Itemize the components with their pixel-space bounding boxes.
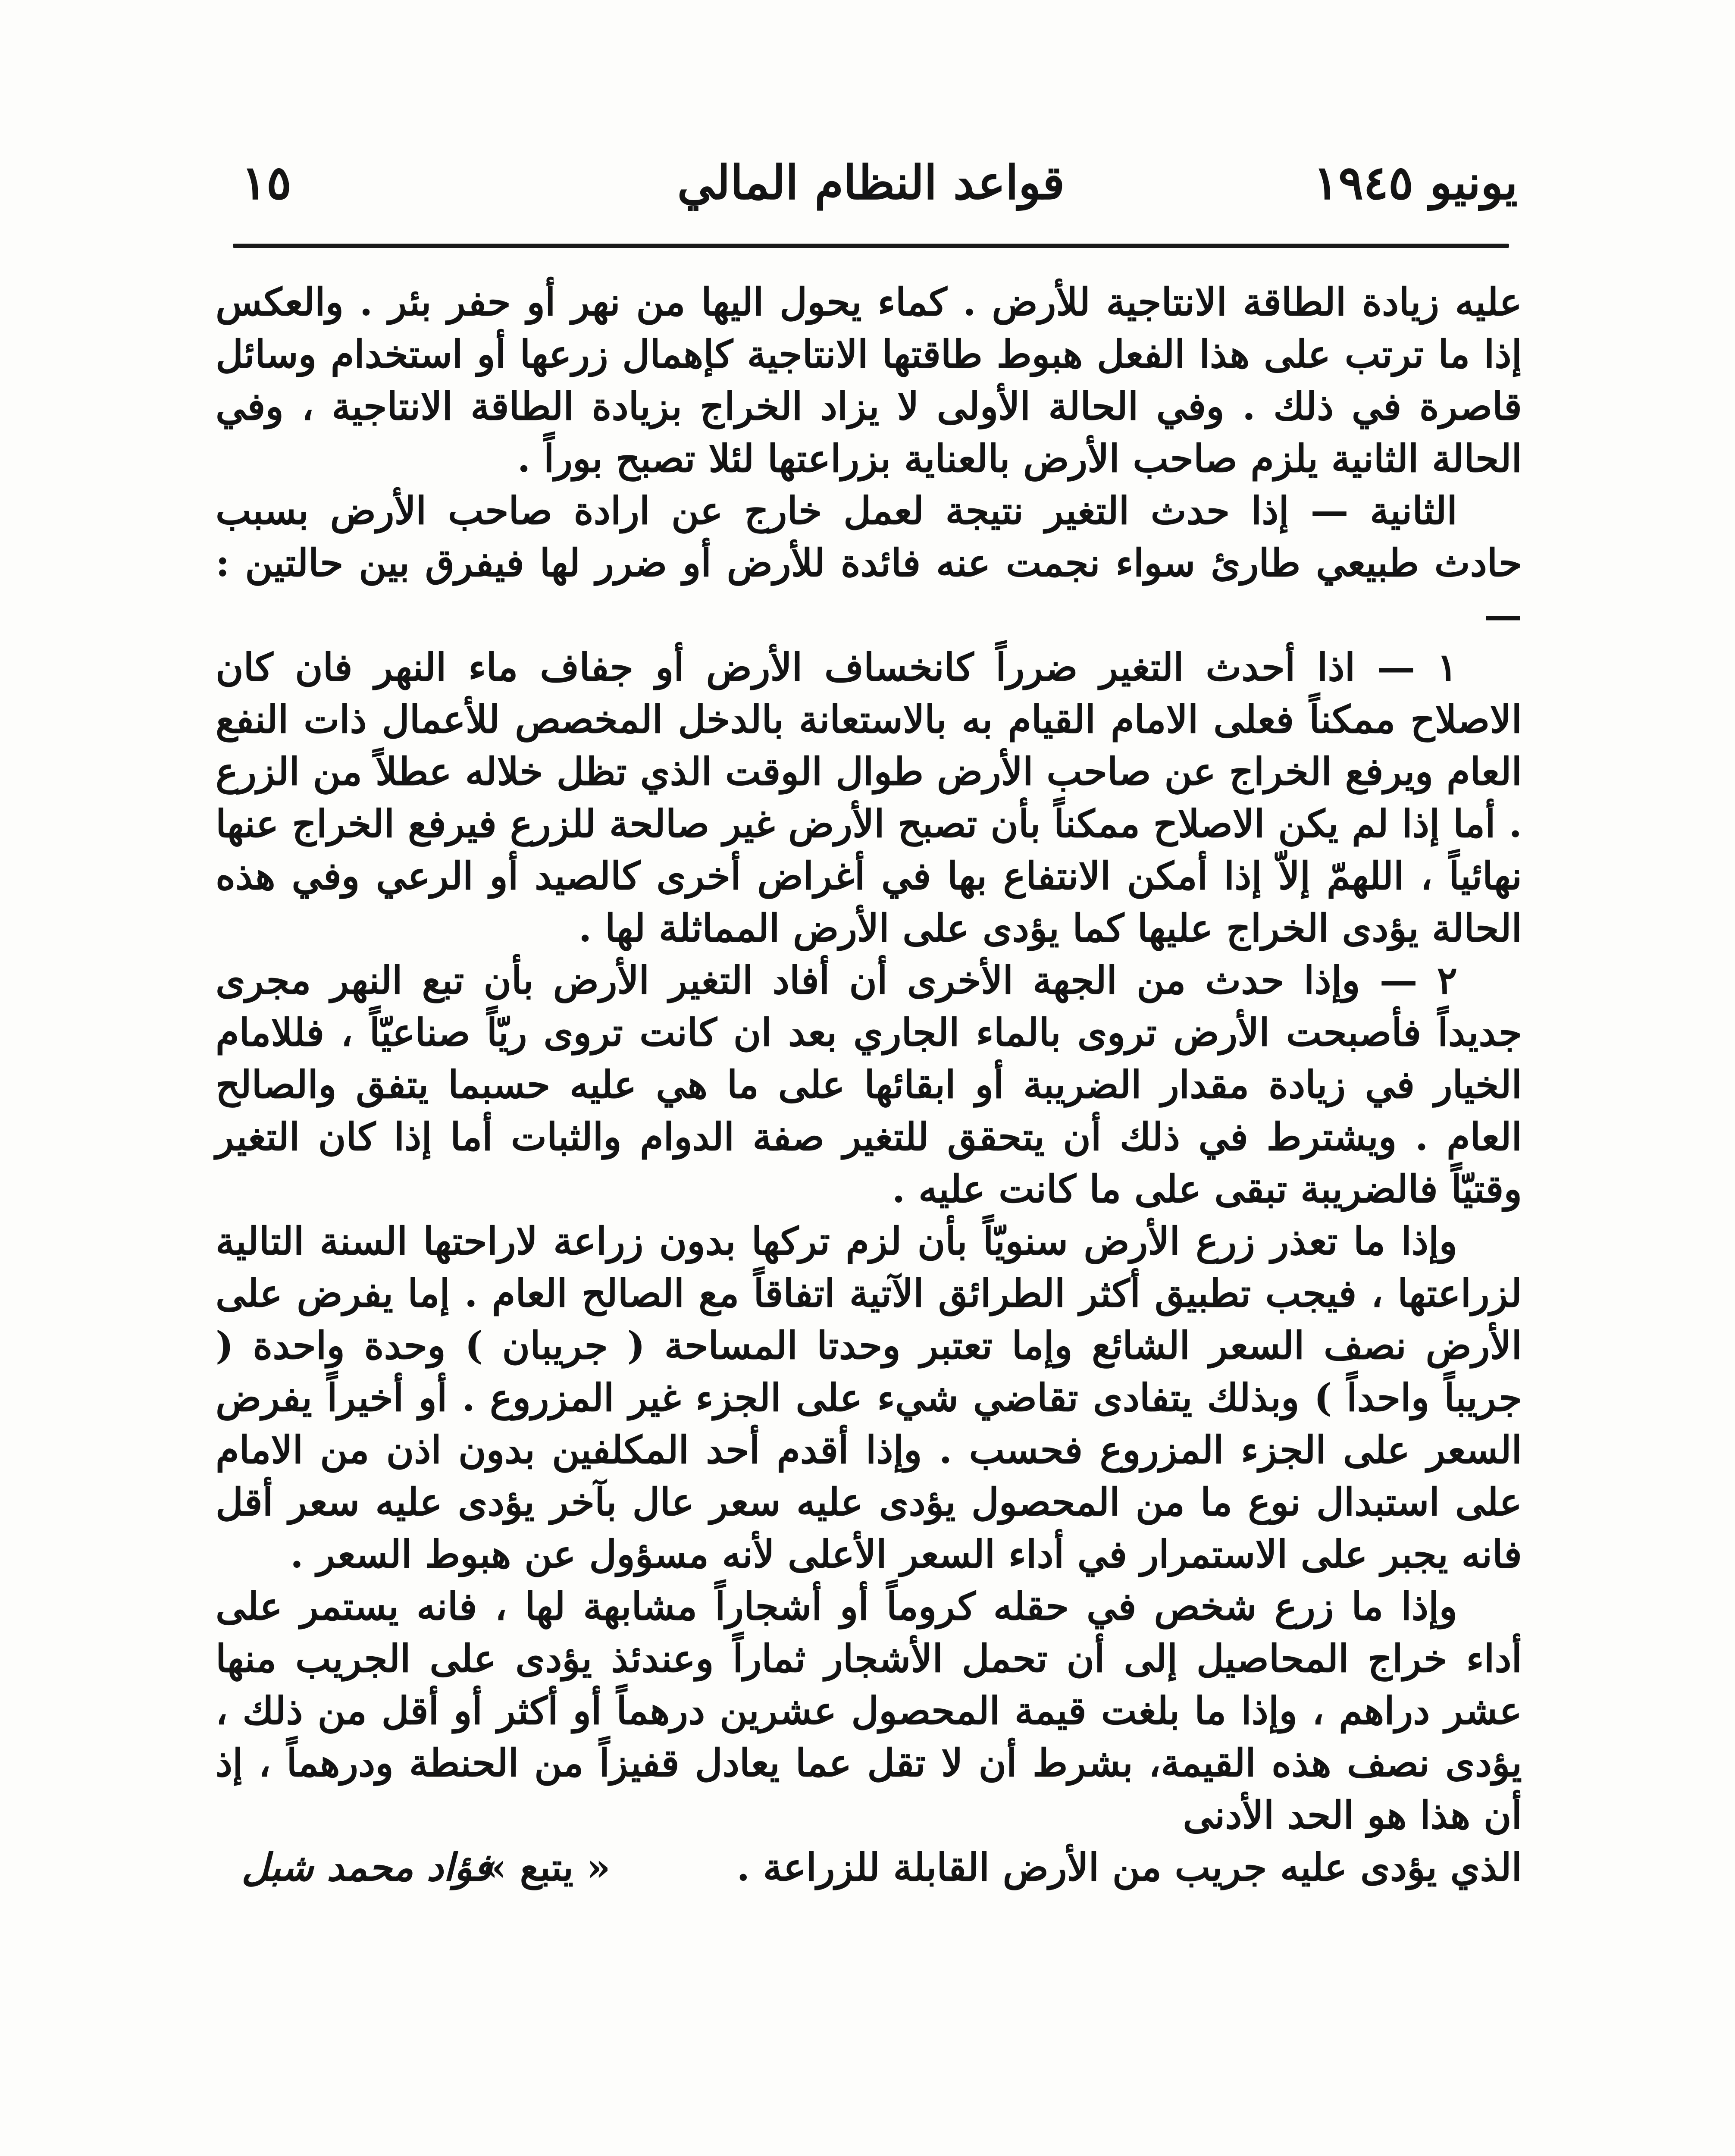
author-signature: فؤاد محمد شبل [241,1845,492,1890]
paragraph: ١ — اذا أحدث التغير ضرراً كانخساف الأرض أو جفاف ماء النهر فان كان الاصلاح ممكناً فعلى الامام القيام به بالاستعانة بالدخل المخصص للأعمال ذات النفع العام ويرفع الخراج عن صاحب الأرض طوال الوقت الذي تظل خلاله عطلاً من الزرع . أما إذا لم يكن الاصلاح ممكناً بأن تصبح الأرض غير صالحة للزرع فيرفع الخراج عنها نهائياً ، اللهمّ إلاّ إذا أمكن الانتفاع بها في أغراض أخرى كالصيد أو الرعي وفي هذه الحالة يؤدى الخراج عليها كما يؤدى على الأرض المماثلة لها . [216,645,1522,950]
article-body [216,276,1522,1893]
header-title: قواعد النظام المالي [677,156,1065,210]
header-date: يونيو ١٩٤٥ [1313,156,1518,210]
paragraph: ٢ — وإذا حدث من الجهة الأخرى أن أفاد التغير الأرض بأن تبع النهر مجرى جديداً فأصبحت الأرض تروى بالماء الجاري بعد ان كانت تروى ريّاً صناعيّاً ، فللامام الخيار في زيادة مقدار الضريبة أو ابقائها على ما هي عليه حسبما يتفق والصالح العام . ويشترط في ذلك أن يتحقق للتغير صفة الدوام والثبات أما إذا كان التغير وقتيّاً فالضريبة تبقى على ما كانت عليه . [216,958,1522,1211]
closing-line [216,1841,1522,1893]
page-number: ١٥ [241,156,292,210]
continued-marker: « يتبع » [483,1845,611,1890]
paragraph: وإذا ما تعذر زرع الأرض سنويّاً بأن لزم تركها بدون زراعة لاراحتها السنة التالية لزراعتها ، فيجب تطبيق أكثر الطرائق الآتية اتفاقاً مع الصالح العام . إما يفرض على الأرض نصف السعر الشائع وإما تعتبر وحدتا المساحة ( جريبان ) وحدة واحدة ( جريباً واحداً ) وبذلك يتفادى تقاضي شيء على الجزء غير المزروع . أو أخيراً يفرض السعر على الجزء المزروع فحسب . وإذا أقدم أحد المكلفين بدون اذن من الامام على استبدال نوع ما من المحصول يؤدى عليه سعر عال بآخر يؤدى عليه سعر أقل فانه يجبر على الاستمرار في أداء السعر الأعلى لأنه مسؤول عن هبوط السعر . [216,1219,1522,1576]
header-rule [233,244,1509,248]
closing-text: الذي يؤدى عليه جريب من الأرض القابلة للزراعة . [736,1845,1522,1890]
paragraph: الثانية — إذا حدث التغير نتيجة لعمل خارج عن ارادة صاحب الأرض بسبب حادث طبيعي طارئ سواء نجمت عنه فائدة للأرض أو ضرر لها فيفرق بين حالتين : — [216,488,1522,637]
paragraph: وإذا ما زرع شخص في حقله كروماً أو أشجاراً مشابهة لها ، فانه يستمر على أداء خراج المحاصيل إلى أن تحمل الأشجار ثماراً وعندئذ يؤدى على الجريب منها عشر دراهم ، وإذا ما بلغت قيمة المحصول عشرين درهماً أو أكثر أو أقل من ذلك ، يؤدى نصف هذه القيمة، بشرط أن لا تقل عما يعادل قفيزاً من الحنطة ودرهماً ، إذ أن هذا هو الحد الأدنى [216,1584,1522,1837]
paragraph: عليه زيادة الطاقة الانتاجية للأرض . كماء يحول اليها من نهر أو حفر بئر . والعكس إذا ما ترتب على هذا الفعل هبوط طاقتها الانتاجية كإهمال زرعها أو استخدام وسائل قاصرة في ذلك . وفي الحالة الأولى لا يزاد الخراج بزيادة الطاقة الانتاجية ، وفي الحالة الثانية يلزم صاحب الأرض بالعناية بزراعتها لئلا تصبح بوراً . [216,279,1522,481]
page-header [224,142,1518,229]
